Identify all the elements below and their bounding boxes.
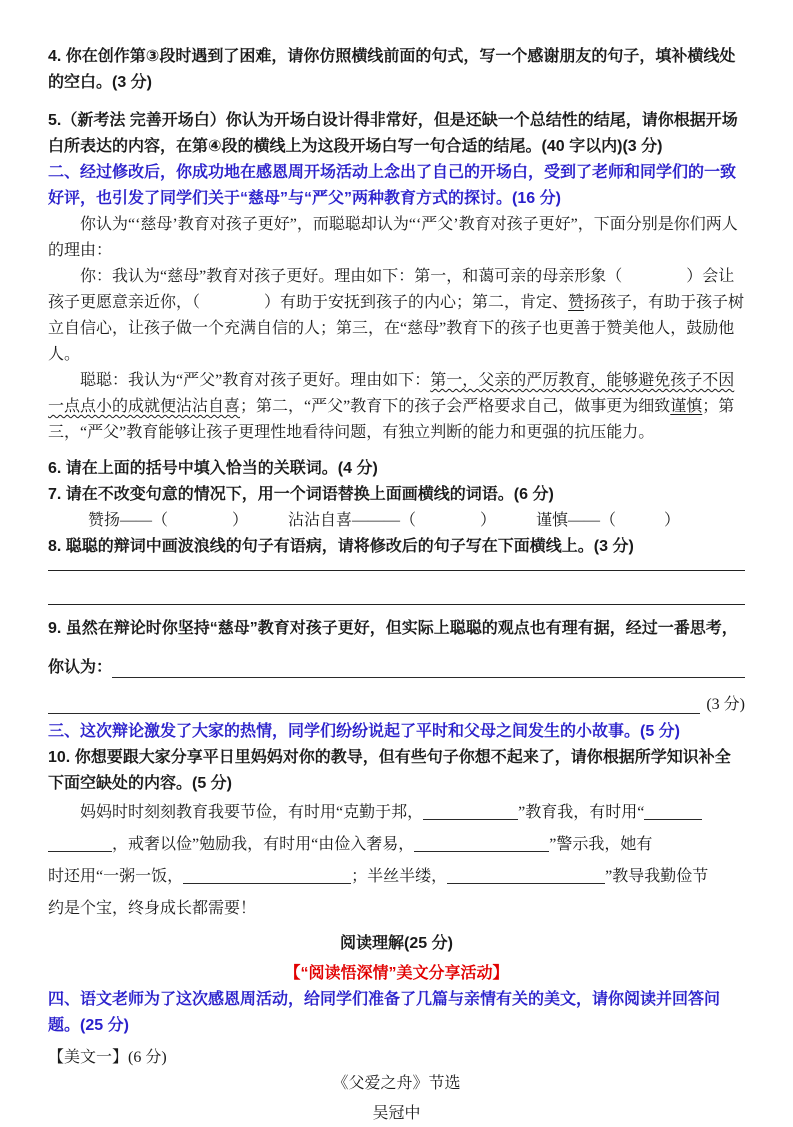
fill-text-c2: ；半丝半缕，: [351, 868, 448, 885]
fill-line-2: [48, 829, 745, 861]
fill-text-d1: 约是个宝，终身成长都需要！: [48, 900, 257, 917]
fill-text-c1: 时还用“一粥一饭，: [48, 868, 184, 885]
question-8: 8. 聪聪的辩词中画波浪线的句子有语病，请将修改后的句子写在下面横线上。(3 分): [48, 538, 634, 555]
ni-argument-paragraph: [48, 264, 745, 368]
fill-line-4: [48, 893, 745, 925]
fill-blank: [183, 880, 351, 884]
fill-line-1: [48, 797, 745, 829]
essay-1-label: 【美文一】(6 分): [48, 1049, 167, 1066]
fill-text-a2: ”教育我，有时用“: [518, 804, 645, 821]
activity-title: 【“阅读悟深情”美文分享活动】: [284, 965, 509, 982]
answer-blank: [48, 710, 700, 714]
wavy-underlined-sentence: 第一，父亲的严厉教育，能够避免孩子不因一点点小的成就便沾沾自喜: [48, 372, 735, 415]
question-9-label: 你认为：: [48, 659, 113, 676]
answer-blank: [112, 674, 745, 678]
question-4: 4. 你在创作第③段时遇到了困难，请你仿照横线前面的句式，写一个感谢朋友的句子，填补横线处的空白。(3 分): [48, 48, 736, 91]
section-heading-3: 三、这次辩论激发了大家的热情，同学们纷纷说起了平时和父母之间发生的小故事。(5 分): [48, 723, 681, 740]
option-zhanzhanzixi: 沾沾自喜———（ ）: [288, 512, 497, 529]
fill-blank: [48, 848, 112, 852]
congcong-text-1: 聪聪：我认为“严父”教育对孩子更好。理由如下：: [80, 372, 431, 389]
option-zanyang: 赞扬——（ ）: [88, 512, 249, 529]
option-jinshen: 谨慎——（ ）: [536, 512, 681, 529]
question-7-options: [48, 508, 745, 534]
question-9-answer-row-2: [48, 683, 745, 719]
fill-blank: [414, 848, 549, 852]
question-9: [48, 611, 745, 719]
question-9-text: 9. 虽然在辩论时你坚持“慈母”教育对孩子更好，但实际上聪聪的观点也有理有据，经过一番思考，: [48, 620, 738, 637]
intro-paragraph: 你认为“‘慈母’教育对孩子更好”，而聪聪却认为“‘严父’教育对孩子更好”，下面分别是你们两人的理由：: [48, 216, 738, 259]
ni-text-1: 你：我认为“慈母”教育对孩子更好。理由如下：第一，和蔼可亲的母亲形象（ ）会让孩子更愿意亲近你，（ ）有助于安抚到孩子的内心；第二，肯定、: [48, 268, 735, 311]
section-heading-2: 二、经过修改后，你成功地在感恩周开场活动上念出了自己的开场白，受到了老师和同学们的一致好评，也引发了同学们关于“慈母”与“严父”两种教育方式的探讨。(16 分): [48, 164, 737, 207]
ni-text-2: 扬孩子，有助于孩子树立自信心，让孩子做一个充满自信的人；第三，在“慈母”教育下的孩子也更善于赞美他人，鼓励他人。: [48, 294, 745, 363]
fill-blank: [644, 816, 702, 820]
answer-line-2: [48, 571, 745, 605]
question-6: 6. 请在上面的括号中填入恰当的关联词。(4 分): [48, 460, 378, 477]
fill-text-b2: ”警示我，她有: [549, 836, 653, 853]
fill-blank: [423, 816, 518, 820]
underlined-word-zan: 赞: [568, 294, 585, 311]
underlined-word-jinshen: 谨慎: [670, 398, 703, 415]
question-9-answer-row-1: [48, 647, 745, 683]
fill-text-c3: ”教导我勤俭节: [605, 868, 709, 885]
question-7: 7. 请在不改变句意的情况下，用一个词语替换上面画横线的词语。(6 分): [48, 486, 554, 503]
congcong-text-3: ；第三，“严父”教育能够让孩子更理性地看待问题，有独立判断的能力和更强的抗压能力。: [48, 398, 735, 441]
question-10: 10. 你想要跟大家分享平日里妈妈对你的教导，但有些句子你想不起来了，请你根据所学知识补全下面空缺处的内容。(5 分): [48, 749, 731, 792]
section-heading-4: 四、语文老师为了这次感恩周活动，给同学们准备了几篇与亲情有关的美文，请你阅读并回答问题。(25 分): [48, 991, 721, 1034]
fill-text-b1: ，戒奢以俭”勉励我，有时用“由俭入奢易，: [112, 836, 415, 853]
score-label: (3 分): [706, 696, 745, 713]
congcong-text-2: ；第二，“严父”教育下的孩子会严格要求自己，做事更为细致: [240, 398, 671, 415]
fill-line-3: [48, 861, 745, 893]
congcong-argument-paragraph: [48, 368, 745, 446]
essay-1-title: 《父爱之舟》节选: [332, 1075, 461, 1092]
fill-in-paragraph: [48, 797, 745, 925]
question-5: 5.（新考法 完善开场白）你认为开场白设计得非常好，但是还缺一个总结性的结尾，请你根据开场白所表达的内容，在第④段的横线上为这段开场白写一句合适的结尾。(40 字以内)(3 分): [48, 112, 738, 155]
essay-1-author: 吴冠中: [372, 1105, 421, 1122]
answer-line-1: [48, 560, 745, 571]
fill-blank: [447, 880, 605, 884]
fill-text-a1: 妈妈时时刻刻教育我要节俭，有时用“克勤于邦，: [80, 804, 424, 821]
reading-section-title: 阅读理解(25 分): [340, 935, 453, 952]
